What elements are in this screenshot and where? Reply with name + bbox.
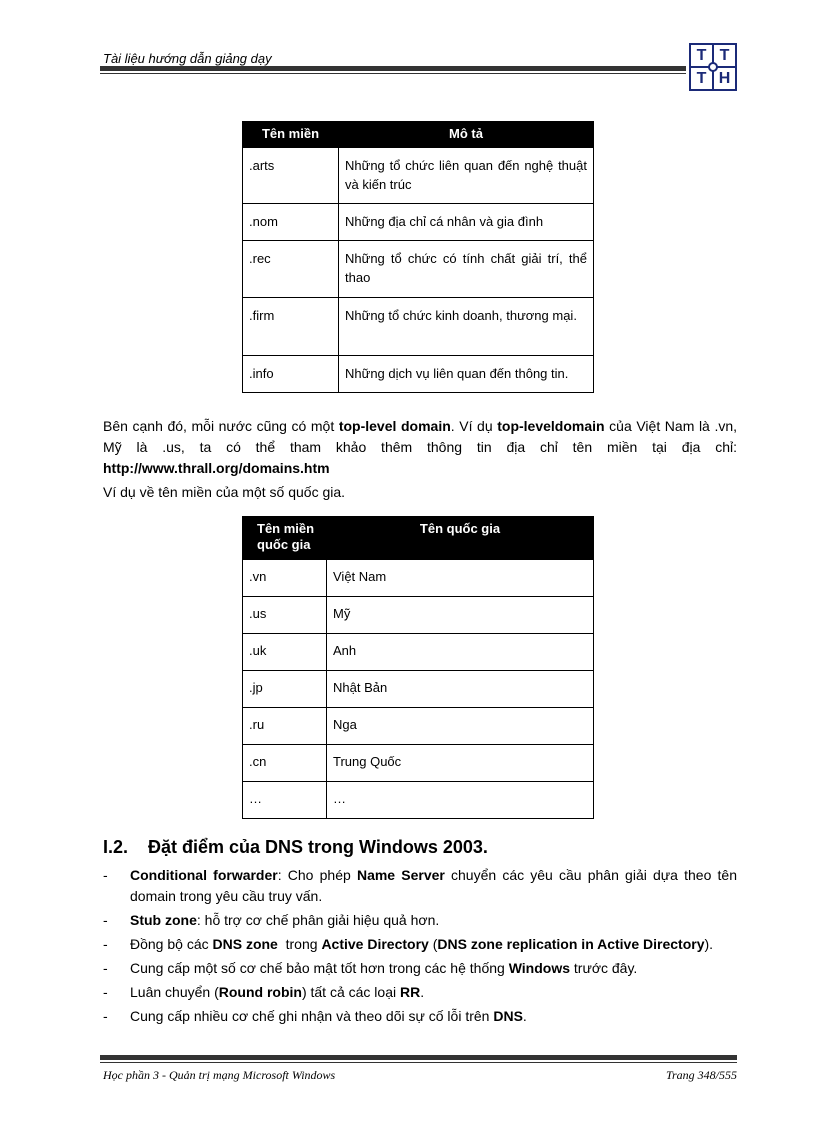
column-header-description: Mô tả: [339, 122, 594, 148]
country-cell: Trung Quốc: [327, 745, 594, 782]
domain-cell: .cn: [243, 745, 327, 782]
table-row: [243, 671, 594, 708]
term: Stub zone: [130, 912, 197, 928]
domain-cell: .jp: [243, 671, 327, 708]
header-rule: [100, 66, 686, 71]
domain-cell: .rec: [243, 241, 339, 298]
domain-cell: .ru: [243, 708, 327, 745]
list-item: [103, 865, 737, 907]
table-row: [243, 298, 594, 356]
column-header-domain: Tên miền: [243, 122, 339, 148]
dash-marker: -: [103, 1008, 108, 1024]
item-text: .: [522, 1008, 527, 1024]
domain-cell: .uk: [243, 634, 327, 671]
item-text: trước đây.: [570, 960, 638, 976]
table-row: [243, 356, 594, 393]
domain-cell: .info: [243, 356, 339, 393]
logo-letter: T: [714, 45, 735, 66]
item-text: .: [420, 984, 425, 1000]
country-cell: Nhật Bản: [327, 671, 594, 708]
item-text: chuyển các yêu cầu phân giải dựa theo tên domain trong yêu cầu truy vấn.: [130, 867, 737, 904]
item-text: Cung cấp nhiều cơ chế ghi nhận và theo dõi sự cố lỗi trên: [130, 1008, 494, 1024]
column-header-country-name: Tên quốc gia: [327, 517, 594, 560]
term: Name Server: [356, 867, 445, 883]
domain-cell: .firm: [243, 298, 339, 356]
item-text: trong: [277, 936, 322, 952]
domains-url-link[interactable]: http://www.thrall.org/domains.htm: [103, 460, 330, 476]
item-text: Đồng bộ các: [130, 936, 213, 952]
logo-ring-icon: [708, 62, 718, 72]
list-item: [103, 910, 737, 931]
domain-cell: .arts: [243, 148, 339, 204]
tth-logo: [689, 43, 737, 91]
logo-letter: T: [691, 45, 712, 66]
description-cell: Những địa chỉ cá nhân và gia đình: [339, 204, 594, 241]
section-number: I.2.: [103, 837, 129, 857]
paragraph-text: . Ví dụ: [450, 418, 498, 434]
table-row: [243, 148, 594, 204]
header-rule-thin: [100, 73, 686, 74]
term: RR: [399, 984, 421, 1000]
item-text: Luân chuyển (: [130, 984, 219, 1000]
paragraph-top-level-domain: [103, 416, 737, 479]
table-row: [243, 597, 594, 634]
footer-rule: [100, 1055, 737, 1060]
section-title: Đặt điểm của DNS trong Windows 2003.: [148, 837, 488, 857]
dash-marker: -: [103, 984, 108, 1000]
table-row: [243, 708, 594, 745]
term: DNS zone replication in Active Directory: [437, 936, 705, 952]
domain-cell: …: [243, 782, 327, 819]
item-text: : Cho phép: [277, 867, 357, 883]
column-header-country-domain: Tên miền quốc gia: [243, 517, 327, 560]
table-header-row: [243, 517, 594, 560]
domain-cell: .us: [243, 597, 327, 634]
table-row: [243, 745, 594, 782]
item-text: : hỗ trợ cơ chế phân giải hiệu quả hơn.: [196, 912, 440, 928]
country-cell: Nga: [327, 708, 594, 745]
table-row: [243, 634, 594, 671]
header-title: Tài liệu hướng dẫn giảng dạy: [103, 51, 272, 66]
country-cell: …: [327, 782, 594, 819]
term: DNS: [493, 1008, 523, 1024]
domain-cell: .nom: [243, 204, 339, 241]
dash-marker: -: [103, 867, 108, 883]
term: DNS zone: [212, 936, 278, 952]
description-cell: Những tổ chức liên quan đến nghệ thuật và kiến trúc: [339, 148, 594, 204]
table-row: [243, 782, 594, 819]
logo-letter: T: [691, 68, 712, 89]
term: Round robin: [218, 984, 302, 1000]
section-heading: [103, 837, 488, 858]
country-cell: Anh: [327, 634, 594, 671]
page-number: 348/555: [697, 1068, 737, 1082]
term-top-leveldomain: top-leveldomain: [497, 418, 605, 434]
dash-marker: -: [103, 936, 108, 952]
country-cell: Việt Nam: [327, 560, 594, 597]
list-item: [103, 982, 737, 1003]
list-item: [103, 958, 737, 979]
domain-cell: .vn: [243, 560, 327, 597]
description-cell: Những dịch vụ liên quan đến thông tin.: [339, 356, 594, 393]
generic-domain-table: [242, 121, 594, 393]
item-text: ) tất cả các loại: [301, 984, 400, 1000]
list-item: [103, 1006, 737, 1027]
page-label: Trang: [665, 1068, 698, 1082]
term: Windows: [508, 960, 571, 976]
item-text: ).: [704, 936, 714, 952]
country-cell: Mỹ: [327, 597, 594, 634]
table-header-row: [243, 122, 594, 148]
paragraph-text: của Việt Nam là .vn, Mỹ là .us, ta có thể tham khảo thêm thông tin địa chỉ tên miền tại địa chỉ:: [103, 418, 738, 455]
table-row: [243, 204, 594, 241]
dash-marker: -: [103, 912, 108, 928]
table-row: [243, 241, 594, 298]
description-cell: Những tổ chức có tính chất giải trí, thể thao: [339, 241, 594, 298]
list-item: [103, 934, 737, 955]
term: Conditional forwarder: [130, 867, 278, 883]
country-domain-table: [242, 516, 594, 819]
item-text: Cung cấp một số cơ chế bảo mật tốt hơn trong các hệ thống: [130, 960, 509, 976]
footer-course-title: Học phần 3 - Quản trị mạng Microsoft Windows: [103, 1068, 336, 1082]
description-cell: Những tổ chức kinh doanh, thương mại.: [339, 298, 594, 356]
footer-rule-thin: [100, 1062, 737, 1063]
footer-page-number: [666, 1068, 737, 1083]
term: Active Directory: [321, 936, 429, 952]
paragraph-text: Bên cạnh đó, mỗi nước cũng có một: [103, 418, 339, 434]
logo-letter: H: [714, 68, 735, 89]
dns-features-list: [103, 865, 737, 1030]
item-text: (: [428, 936, 438, 952]
paragraph-country-examples: Ví dụ về tên miền của một số quốc gia.: [103, 484, 346, 500]
term-top-level-domain: top-level domain: [338, 418, 451, 434]
dash-marker: -: [103, 960, 108, 976]
table-row: [243, 560, 594, 597]
